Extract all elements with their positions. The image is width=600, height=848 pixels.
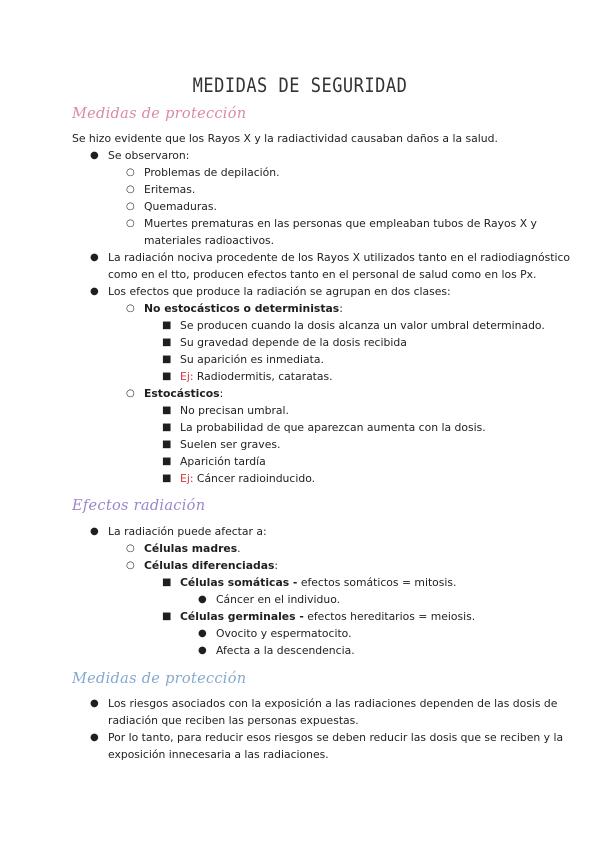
list-item-continuation: como en el tto, producen efectos tanto en el personal de salud como en los Px. [108, 268, 537, 281]
bullet-square: ■ [162, 371, 172, 382]
list-item [180, 574, 456, 591]
list-item: La radiación puede afectar a: [108, 525, 267, 538]
list-item: Los riesgos asociados con la exposición a las radiaciones dependen de las dosis de [108, 697, 558, 710]
list-item: Suelen ser graves. [180, 438, 281, 451]
bullet-square: ■ [162, 354, 172, 365]
list-item-continuation: radiación que reciben las personas expuestas. [108, 714, 359, 727]
list-item [180, 608, 475, 625]
item-text: efectos somáticos = mitosis. [297, 576, 457, 589]
bold-label: Células diferenciadas [144, 559, 275, 572]
bold-label: Células somáticas - [180, 576, 298, 589]
bullet-square: ■ [162, 422, 172, 433]
bullet-disc: ● [90, 698, 99, 709]
list-item [144, 557, 278, 574]
heading-efectos-radiacion: Efectos radiación [72, 498, 206, 514]
example-label: Ej: [180, 472, 194, 485]
colon: : [274, 559, 279, 572]
bullet-disc: ● [90, 732, 99, 743]
bullet-disc: ● [198, 645, 207, 656]
bullet-disc: ● [90, 252, 99, 263]
bullet-disc: ● [198, 628, 207, 639]
bullet-circle: ○ [126, 218, 135, 229]
list-item: Se producen cuando la dosis alcanza un valor umbral determinado. [180, 319, 545, 332]
heading-medidas-proteccion-2: Medidas de protección [72, 671, 247, 687]
bullet-circle: ○ [126, 167, 135, 178]
list-item [144, 300, 343, 317]
bullet-square: ■ [162, 320, 172, 331]
bold-label: Estocásticos [144, 387, 220, 400]
bullet-disc: ● [90, 286, 99, 297]
heading-medidas-proteccion: Medidas de protección [72, 106, 247, 122]
list-item: Eritemas. [144, 183, 196, 196]
page-title: MEDIDAS DE SEGURIDAD [192, 74, 408, 98]
list-item: Problemas de depilación. [144, 166, 280, 179]
list-item: Ovocito y espermatocito. [216, 627, 352, 640]
bullet-disc: ● [198, 594, 207, 605]
bold-label: Células germinales - [180, 610, 304, 623]
paragraph: Se hizo evidente que los Rayos X y la radiactividad causaban daños a la salud. [72, 132, 498, 145]
list-item-continuation: exposición innecesaria a las radiaciones. [108, 748, 329, 761]
colon: : [219, 387, 224, 400]
list-item: Cáncer en el individuo. [216, 593, 341, 606]
bullet-disc: ● [90, 526, 99, 537]
list-item: Quemaduras. [144, 200, 217, 213]
list-item: La probabilidad de que aparezcan aumenta con la dosis. [180, 421, 486, 434]
bullet-disc: ● [90, 150, 99, 161]
list-item: Muertes prematuras en las personas que empleaban tubos de Rayos X y [144, 217, 537, 230]
bullet-circle: ○ [126, 543, 135, 554]
bullet-circle: ○ [126, 201, 135, 212]
list-item: La radiación nociva procedente de los Rayos X utilizados tanto en el radiodiagnóstico [108, 251, 570, 264]
bullet-circle: ○ [126, 388, 135, 399]
list-item [180, 368, 333, 385]
bold-label: No estocásticos o deterministas [144, 302, 340, 315]
bullet-square: ■ [162, 405, 172, 416]
list-item: No precisan umbral. [180, 404, 289, 417]
list-item: Su aparición es inmediata. [180, 353, 324, 366]
example-text: Radiodermitis, cataratas. [193, 370, 333, 383]
list-item [144, 540, 241, 557]
bullet-square: ■ [162, 337, 172, 348]
list-item: Por lo tanto, para reducir esos riesgos se deben reducir las dosis que se reciben y la [108, 731, 564, 744]
list-item [144, 385, 223, 402]
bullet-square: ■ [162, 456, 172, 467]
bullet-circle: ○ [126, 184, 135, 195]
example-label: Ej: [180, 370, 194, 383]
list-item: Su gravedad depende de la dosis recibida [180, 336, 407, 349]
bullet-square: ■ [162, 439, 172, 450]
list-item: Los efectos que produce la radiación se agrupan en dos clases: [108, 285, 451, 298]
bullet-square: ■ [162, 577, 172, 588]
item-text: efectos hereditarios = meiosis. [303, 610, 476, 623]
bullet-square: ■ [162, 611, 172, 622]
bold-label: Células madres [144, 542, 238, 555]
bullet-square: ■ [162, 473, 172, 484]
list-item: Se observaron: [108, 149, 190, 162]
list-item [180, 470, 315, 487]
list-item-continuation: materiales radioactivos. [144, 234, 275, 247]
bullet-circle: ○ [126, 560, 135, 571]
list-item: Aparición tardía [180, 455, 266, 468]
list-item: Afecta a la descendencia. [216, 644, 355, 657]
colon: : [339, 302, 343, 315]
bullet-circle: ○ [126, 303, 135, 314]
period: . [237, 542, 241, 555]
example-text: Cáncer radioinducido. [193, 472, 316, 485]
